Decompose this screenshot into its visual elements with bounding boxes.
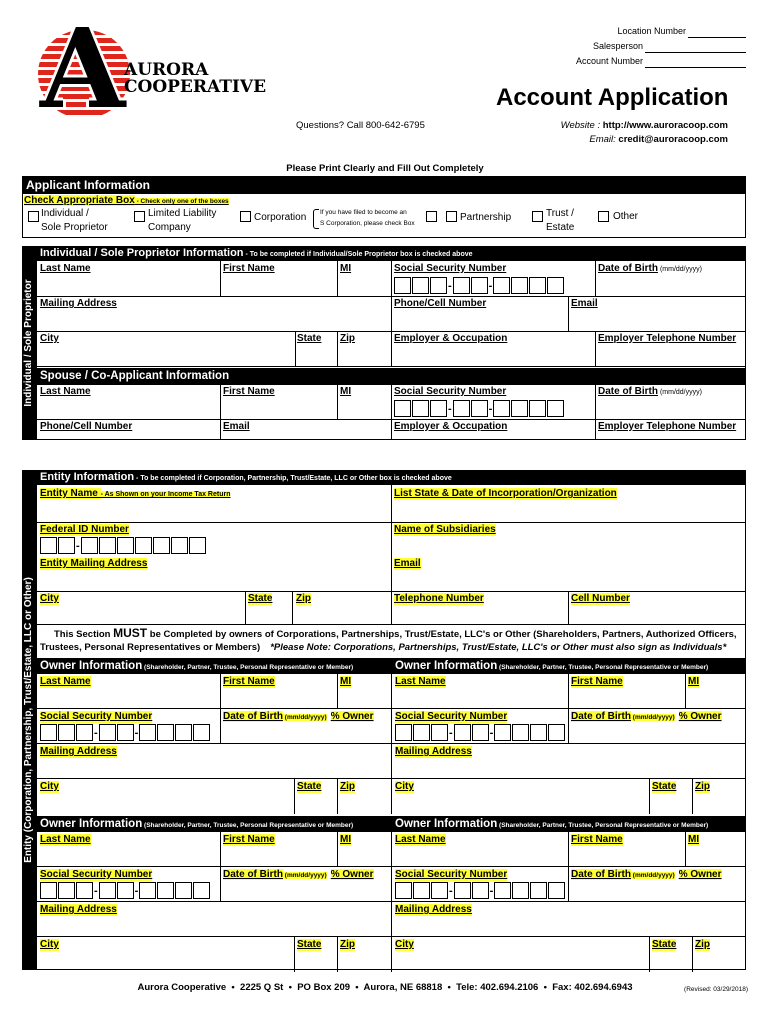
owner-3-pct-owner: % Owner (330, 869, 374, 880)
owner-1-col-d (337, 778, 338, 814)
sp-emp-phone: Employer Telephone Number (598, 421, 737, 432)
sp-dob (598, 386, 702, 399)
ind-zip: Zip (340, 333, 355, 344)
owner-4-header-note: (Shareholder, Partner, Trustee, Personal Representative or Member) (497, 822, 709, 829)
applicant-header: Applicant Information (22, 176, 746, 194)
corporation-checkbox[interactable] (240, 211, 251, 222)
individual-header (36, 246, 746, 261)
owner-2-header-title: Owner Information (395, 660, 498, 672)
ent-cell: Cell Number (571, 593, 630, 604)
owner-3-mailing: Mailing Address (40, 904, 117, 915)
owner-4-mailing: Mailing Address (395, 904, 472, 915)
owner-3-header-title: Owner Information (40, 818, 143, 830)
individual-header-title: Individual / Sole Proprietor Information (40, 247, 244, 259)
ind-dob-label: Date of Birth (598, 263, 658, 274)
website-line (561, 120, 728, 131)
ent-col-1 (391, 485, 392, 624)
owner-1-mi: MI (340, 676, 352, 687)
owner-4-col-c (649, 936, 650, 972)
spouse-header: Spouse / Co-Applicant Information (36, 368, 746, 385)
scorp-note-1: If you have filed to become an (320, 209, 407, 216)
ent-row-line-3 (36, 624, 746, 625)
individual-label-1: Individual / (41, 208, 89, 219)
sp-col-2 (337, 385, 338, 419)
company-logo (20, 4, 270, 133)
owner-3-col-d (337, 936, 338, 972)
owner-3-row-line-2 (36, 901, 391, 902)
owner-1-col-mid (391, 674, 392, 814)
account-number-line[interactable] (645, 67, 746, 68)
owner-1-col-c (294, 778, 295, 814)
owner-3-dob-format: (mm/dd/yyyy) (283, 872, 327, 879)
trust-checkbox[interactable] (532, 211, 543, 222)
owner-3-row-line-1 (36, 866, 391, 867)
owner-2-col-d (692, 778, 693, 814)
notice-part-a: This Section (54, 629, 114, 640)
owner-4-header (391, 816, 746, 832)
owner-4-city: City (395, 939, 414, 950)
check-box-label (24, 195, 229, 208)
page-title: Account Application (496, 84, 729, 111)
owner-4-dob (571, 869, 722, 882)
owner-4-last-name: Last Name (395, 834, 446, 845)
owner-3-mi: MI (340, 834, 352, 845)
notice-part-c: Trustees, Personal Representatives or Members) (40, 642, 261, 653)
ent-list-state: List State & Date of Incorporation/Organization (394, 488, 617, 499)
owner-2-col-b (685, 674, 686, 708)
ent-mailing: Entity Mailing Address (40, 558, 148, 569)
owner-3-dob-label: Date of Birth (223, 869, 283, 880)
llc-checkbox[interactable] (134, 211, 145, 222)
sp-employer: Employer & Occupation (394, 421, 508, 432)
notice-part-d: *Please Note: Corporations, Partnerships, Trust/Estate, LLC's or Other must also sign as Individuals* (270, 642, 727, 653)
owner-1-ssn: Social Security Number (40, 711, 153, 722)
other-checkbox[interactable] (598, 211, 609, 222)
ent-telephone: Telephone Number (394, 593, 484, 604)
email-line (589, 134, 728, 145)
ind-dob (598, 263, 702, 276)
ent-subsidiaries: Name of Subsidiaries (394, 524, 496, 535)
sp-col-4 (595, 385, 596, 440)
owner-1-dob-label: Date of Birth (223, 711, 283, 722)
ind-col-2 (337, 261, 338, 296)
owner-4-mi: MI (688, 834, 700, 845)
email-label: Email: (589, 134, 619, 145)
owner-1-city: City (40, 781, 59, 792)
owner-4-ssn-boxes[interactable]: - - (395, 882, 566, 899)
trust-label-2: Estate (546, 222, 575, 233)
ind-ssn-boxes[interactable]: - - (394, 277, 565, 294)
llc-label-1: Limited Liability (148, 208, 217, 219)
ent-city: City (40, 593, 59, 604)
owner-2-first-name: First Name (571, 676, 623, 687)
salesperson-line[interactable] (645, 52, 746, 53)
owner-2-row-line-2 (391, 743, 746, 744)
owner-4-dob-label: Date of Birth (571, 869, 631, 880)
owner-2-dob-format: (mm/dd/yyyy) (631, 714, 675, 721)
sp-email: Email (223, 421, 250, 432)
owner-2-dob-label: Date of Birth (571, 711, 631, 722)
owner-4-header-title: Owner Information (395, 818, 498, 830)
owner-2-pct-owner: % Owner (678, 711, 722, 722)
sp-mi: MI (340, 386, 352, 397)
ind-col-5 (568, 296, 569, 331)
ind-ssn: Social Security Number (394, 263, 507, 274)
ind-phone: Phone/Cell Number (394, 298, 487, 309)
owner-1-state: State (297, 781, 322, 792)
owner-1-col-b (337, 674, 338, 708)
sp-last-name: Last Name (40, 386, 91, 397)
entity-notice-1 (54, 627, 737, 641)
ent-name-note: - As Shown on your Income Tax Return (100, 491, 231, 498)
owner-3-col-b (337, 832, 338, 866)
ind-last-name: Last Name (40, 263, 91, 274)
individual-checkbox[interactable] (28, 211, 39, 222)
ent-col-3 (292, 591, 293, 624)
questions-phone: Questions? Call 800-642-6795 (296, 120, 425, 131)
ind-dob-format: (mm/dd/yyyy) (658, 266, 702, 273)
partnership-label: Partnership (460, 212, 512, 223)
owner-1-mailing: Mailing Address (40, 746, 117, 757)
owner-2-header-note: (Shareholder, Partner, Trustee, Personal Representative or Member) (497, 664, 709, 671)
owner-2-mi: MI (688, 676, 700, 687)
owner-1-header (36, 658, 391, 674)
owner-3-dob (223, 869, 374, 882)
owner-2-ssn-boxes[interactable]: - - (395, 724, 566, 741)
sp-phone: Phone/Cell Number (40, 421, 133, 432)
other-label: Other (613, 211, 639, 222)
individual-label-2: Sole Proprietor (41, 222, 108, 233)
ent-col-4 (568, 591, 569, 624)
ind-emp-phone: Employer Telephone Number (598, 333, 737, 344)
ind-first-name: First Name (223, 263, 275, 274)
ind-col-6 (295, 331, 296, 366)
ent-fed-id-boxes[interactable]: - (40, 537, 207, 554)
ent-email: Email (394, 558, 421, 569)
scorp-note-2: S Corporation, please check Box (320, 220, 415, 227)
owner-2-ssn: Social Security Number (395, 711, 508, 722)
ind-col-3 (391, 261, 392, 366)
ent-fed-id: Federal ID Number (40, 524, 129, 535)
owner-1-first-name: First Name (223, 676, 275, 687)
salesperson-label: Salesperson (592, 41, 643, 51)
sp-ssn: Social Security Number (394, 386, 507, 397)
entity-side-label: Entity (Corporation, Partnership, Trust/Estate, LLC or Other) (23, 577, 34, 863)
owner-3-header (36, 816, 391, 832)
owner-4-state: State (652, 939, 677, 950)
footer-address: Aurora Cooperative • 2225 Q St • PO Box 209 • Aurora, NE 68818 • Tele: 402.694.2106 • Fax: 402.694.6943 (137, 982, 633, 993)
owner-1-col-a (220, 674, 221, 743)
ind-email: Email (571, 298, 598, 309)
ind-col-1 (220, 261, 221, 296)
owner-3-col-mid (391, 832, 392, 972)
owner-1-header-note: (Shareholder, Partner, Trustee, Personal Representative or Member) (142, 664, 354, 671)
location-number-label: Location Number (617, 26, 686, 36)
owner-1-ssn-boxes[interactable]: - - (40, 724, 211, 741)
owner-2-mailing: Mailing Address (395, 746, 472, 757)
owner-3-city: City (40, 939, 59, 950)
owner-1-dob-format: (mm/dd/yyyy) (283, 714, 327, 721)
entity-notice-2 (40, 642, 726, 654)
corporation-label: Corporation (254, 212, 307, 223)
owner-3-state: State (297, 939, 322, 950)
individual-header-note: - To be completed if Individual/Sole Proprietor box is checked above (243, 251, 473, 258)
ind-state: State (297, 333, 322, 344)
owner-2-city: City (395, 781, 414, 792)
check-box-title: Check Appropriate Box (24, 195, 135, 206)
check-box-note: - Check only one of the boxes (134, 198, 229, 205)
owner-1-row-line-1 (36, 708, 391, 709)
ind-col-7 (337, 331, 338, 366)
ent-state: State (248, 593, 273, 604)
owner-1-row-line-2 (36, 743, 391, 744)
owner-2-state: State (652, 781, 677, 792)
owner-1-pct-owner: % Owner (330, 711, 374, 722)
owner-1-dob (223, 711, 374, 724)
owner-3-last-name: Last Name (40, 834, 91, 845)
logo-line2: COOPERATIVE (124, 77, 267, 97)
owner-3-first-name: First Name (223, 834, 275, 845)
partnership-checkbox[interactable] (446, 211, 457, 222)
owner-1-zip: Zip (340, 781, 355, 792)
ent-zip: Zip (296, 593, 311, 604)
sp-dob-format: (mm/dd/yyyy) (658, 389, 702, 396)
owner-2-zip: Zip (695, 781, 710, 792)
ind-mi: MI (340, 263, 352, 274)
ent-name (40, 488, 230, 501)
owner-2-col-a (568, 674, 569, 743)
notice-must: MUST (113, 626, 148, 640)
entity-header-title: Entity Information (40, 471, 135, 483)
owner-2-header (391, 658, 746, 674)
sp-col-3 (391, 385, 392, 440)
ind-employer: Employer & Occupation (394, 333, 508, 344)
owner-2-last-name: Last Name (395, 676, 446, 687)
sp-ssn-boxes[interactable]: - - (394, 400, 565, 417)
trust-label-1: Trust / (546, 208, 574, 219)
llc-label-2: Company (148, 222, 191, 233)
owner-3-ssn: Social Security Number (40, 869, 153, 880)
owner-4-pct-owner: % Owner (678, 869, 722, 880)
ent-name-label: Entity Name (40, 488, 101, 499)
owner-3-col-a (220, 832, 221, 901)
owner-1-header-title: Owner Information (40, 660, 143, 672)
scorp-checkbox[interactable] (426, 211, 437, 222)
website-label: Website : (560, 120, 603, 131)
email-link[interactable]: credit@auroracoop.com (618, 134, 728, 145)
owner-4-col-a (568, 832, 569, 901)
owner-4-ssn: Social Security Number (395, 869, 508, 880)
owner-3-header-note: (Shareholder, Partner, Trustee, Personal Representative or Member) (142, 822, 354, 829)
sp-dob-label: Date of Birth (598, 386, 658, 397)
footer-revised: (Revised: 03/29/2018) (684, 986, 748, 993)
account-number-label: Account Number (575, 56, 643, 66)
owner-2-col-c (649, 778, 650, 814)
ent-col-2 (245, 591, 246, 624)
ind-col-8 (595, 331, 596, 366)
owner-3-zip: Zip (340, 939, 355, 950)
owner-4-first-name: First Name (571, 834, 623, 845)
owner-1-last-name: Last Name (40, 676, 91, 687)
entity-header-note: - To be completed if Corporation, Partnership, Trust/Estate, LLC or Other box is checked above (134, 475, 452, 482)
ind-mailing: Mailing Address (40, 298, 117, 309)
owner-2-dob (571, 711, 722, 724)
owner-4-col-d (692, 936, 693, 972)
website-link[interactable]: http://www.auroracoop.com (602, 120, 728, 131)
ind-row-line-3 (36, 366, 746, 367)
owner-4-col-b (685, 832, 686, 866)
logo-letter: A (40, 4, 126, 133)
sp-first-name: First Name (223, 386, 275, 397)
logo-line1: AURORA (124, 60, 209, 80)
instruction-text: Please Print Clearly and Fill Out Completely (286, 163, 484, 174)
location-number-line[interactable] (688, 37, 746, 38)
notice-part-b: be Completed by owners of Corporations, Partnerships, Trust/Estate, LLC's or Other (Shareholders, Partners, Authorized Officers, (147, 629, 737, 640)
owner-3-ssn-boxes[interactable]: - - (40, 882, 211, 899)
owner-4-zip: Zip (695, 939, 710, 950)
ind-city: City (40, 333, 59, 344)
entity-header (36, 470, 746, 485)
individual-side-label: Individual / Sole Proprietor (23, 279, 34, 407)
owner-4-dob-format: (mm/dd/yyyy) (631, 872, 675, 879)
owner-4-row-line-2 (391, 901, 746, 902)
sp-col-1 (220, 385, 221, 440)
scorp-bracket (313, 209, 319, 229)
owner-3-col-c (294, 936, 295, 972)
ind-col-4 (595, 261, 596, 296)
